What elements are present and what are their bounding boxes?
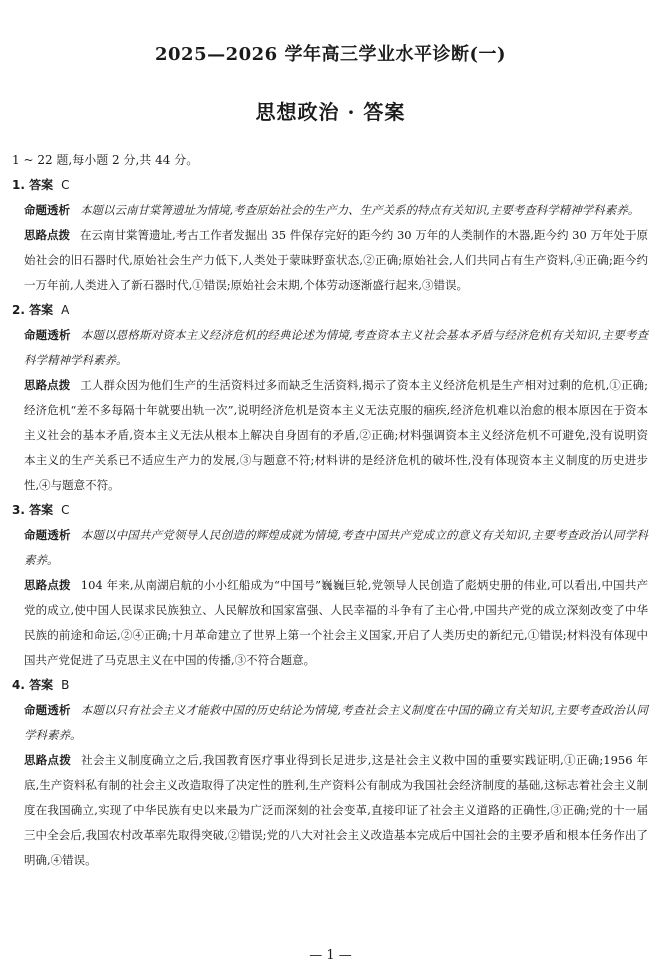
question-number: 2. 答案 — [12, 303, 54, 317]
hint-label: 思路点拨 — [24, 578, 71, 592]
analysis-text: 本题以恩格斯对资本主义经济危机的经典论述为情境,考查资本主义社会基本矛盾与经济危机有关知识,主要考查科学精神学科素养。 — [24, 328, 648, 367]
hint-text: 社会主义制度确立之后,我国教育医疗事业得到长足进步,这是社会主义救中国的重要实践证明,①正确;1956 年底,生产资料私有制的社会主义改造取得了决定性的胜利,生产资料公有制成为我国社会经济制度的基础,这标志着社会主义制度在我国确立,实现了中华民族有史以来最为广泛而深刻的社会变革,直接印证了社会主义道路的正确性,③正确;党的十一届三中全会后,我国农村改革率先取得突破,②错误;党的八大对社会主义改造基本完成后中国社会的主要矛盾和根本任务作出了明确,④错误。 — [24, 753, 649, 867]
analysis-label: 命题透析 — [24, 328, 71, 342]
analysis-paragraph — [24, 323, 648, 373]
hint-label: 思路点拨 — [24, 753, 72, 767]
answer-letter: C — [61, 503, 70, 517]
analysis-paragraph — [24, 698, 648, 748]
answer-letter: A — [61, 303, 70, 317]
hint-paragraph — [24, 223, 648, 298]
hint-paragraph — [24, 573, 648, 673]
answer-letter: C — [61, 178, 70, 192]
question-heading — [12, 173, 648, 198]
page-subtitle: 思想政治 · 答案 — [255, 100, 406, 124]
hint-paragraph — [24, 748, 648, 873]
analysis-text: 本题以云南甘棠箐遗址为情境,考查原始社会的生产力、生产关系的特点有关知识,主要考查科学精神学科素养。 — [80, 203, 640, 217]
hint-label: 思路点拨 — [24, 378, 71, 392]
question-number: 1. 答案 — [12, 178, 54, 192]
analysis-paragraph — [24, 523, 648, 573]
hint-text: 工人群众因为他们生产的生活资料过多而缺乏生活资料,揭示了资本主义经济危机是生产相对过剩的危机,①正确;经济危机“差不多每隔十年就要出轨一次”,说明经济危机是资本主义无法克服的痼疾,经济危机难以治愈的根本原因在于资本主义社会的基本矛盾,资本主义无法从根本上解决自身固有的矛盾,②正确;材料强调资本主义经济危机不可避免,没有说明资本主义的生产关系已不适应生产力的发展,③与题意不符;材料讲的是经济危机的破坏性,没有体现资本主义制度的历史进步性,④与题意不符。 — [24, 378, 648, 492]
question-1 — [12, 173, 648, 298]
hint-text: 104 年来,从南湖启航的小小红船成为“中国号”巍巍巨轮,党领导人民创造了彪炳史册的伟业,可以看出,中国共产党的成立,使中国人民谋求民族独立、人民解放和国家富强、人民幸福的斗争有了主心骨,中国共产党的成立深刻改变了中华民族的前途和命运,②④正确;十月革命建立了世界上第一个社会主义国家,开启了人类历史的新纪元,①错误;材料没有体现中国共产党促进了马克思主义在中国的传播,③不符合题意。 — [24, 578, 649, 667]
analysis-label: 命题透析 — [24, 203, 70, 217]
analysis-label: 命题透析 — [24, 703, 71, 717]
question-heading — [12, 673, 648, 698]
hint-label: 思路点拨 — [24, 228, 71, 242]
answer-letter: B — [61, 678, 70, 692]
analysis-text: 本题以只有社会主义才能救中国的历史结论为情境,考查社会主义制度在中国的确立有关知识,主要考查政治认同学科素养。 — [24, 703, 648, 742]
question-heading — [12, 298, 648, 323]
hint-text: 在云南甘棠箐遗址,考古工作者发掘出 35 件保存完好的距今约 30 万年的人类制作的木器,距今约 30 万年处于原始社会的旧石器时代,原始社会生产力低下,人类处于蒙昧野蛮状态,②正确;原始社会,人们共同占有生产资料,④正确;距今约一万年前,人类进入了新石器时代,①错误;原始社会末期,个体劳动逐渐盛行起来,③错误。 — [24, 228, 649, 292]
question-heading — [12, 498, 648, 523]
question-number: 3. 答案 — [12, 503, 54, 517]
question-2 — [12, 298, 648, 498]
analysis-paragraph — [24, 198, 648, 223]
answer-content — [12, 148, 648, 873]
question-number: 4. 答案 — [12, 678, 54, 692]
hint-paragraph — [24, 373, 648, 498]
page-title: 2025—2026 学年高三学业水平诊断(一) — [155, 44, 506, 65]
section-intro: 1 ~ 22 题,每小题 2 分,共 44 分。 — [12, 153, 199, 167]
question-4 — [12, 673, 648, 873]
question-3 — [12, 498, 648, 673]
page-number: — 1 — — [309, 948, 352, 963]
analysis-text: 本题以中国共产党领导人民创造的辉煌成就为情境,考查中国共产党成立的意义有关知识,主要考查政治认同学科素养。 — [24, 528, 648, 567]
analysis-label: 命题透析 — [24, 528, 71, 542]
